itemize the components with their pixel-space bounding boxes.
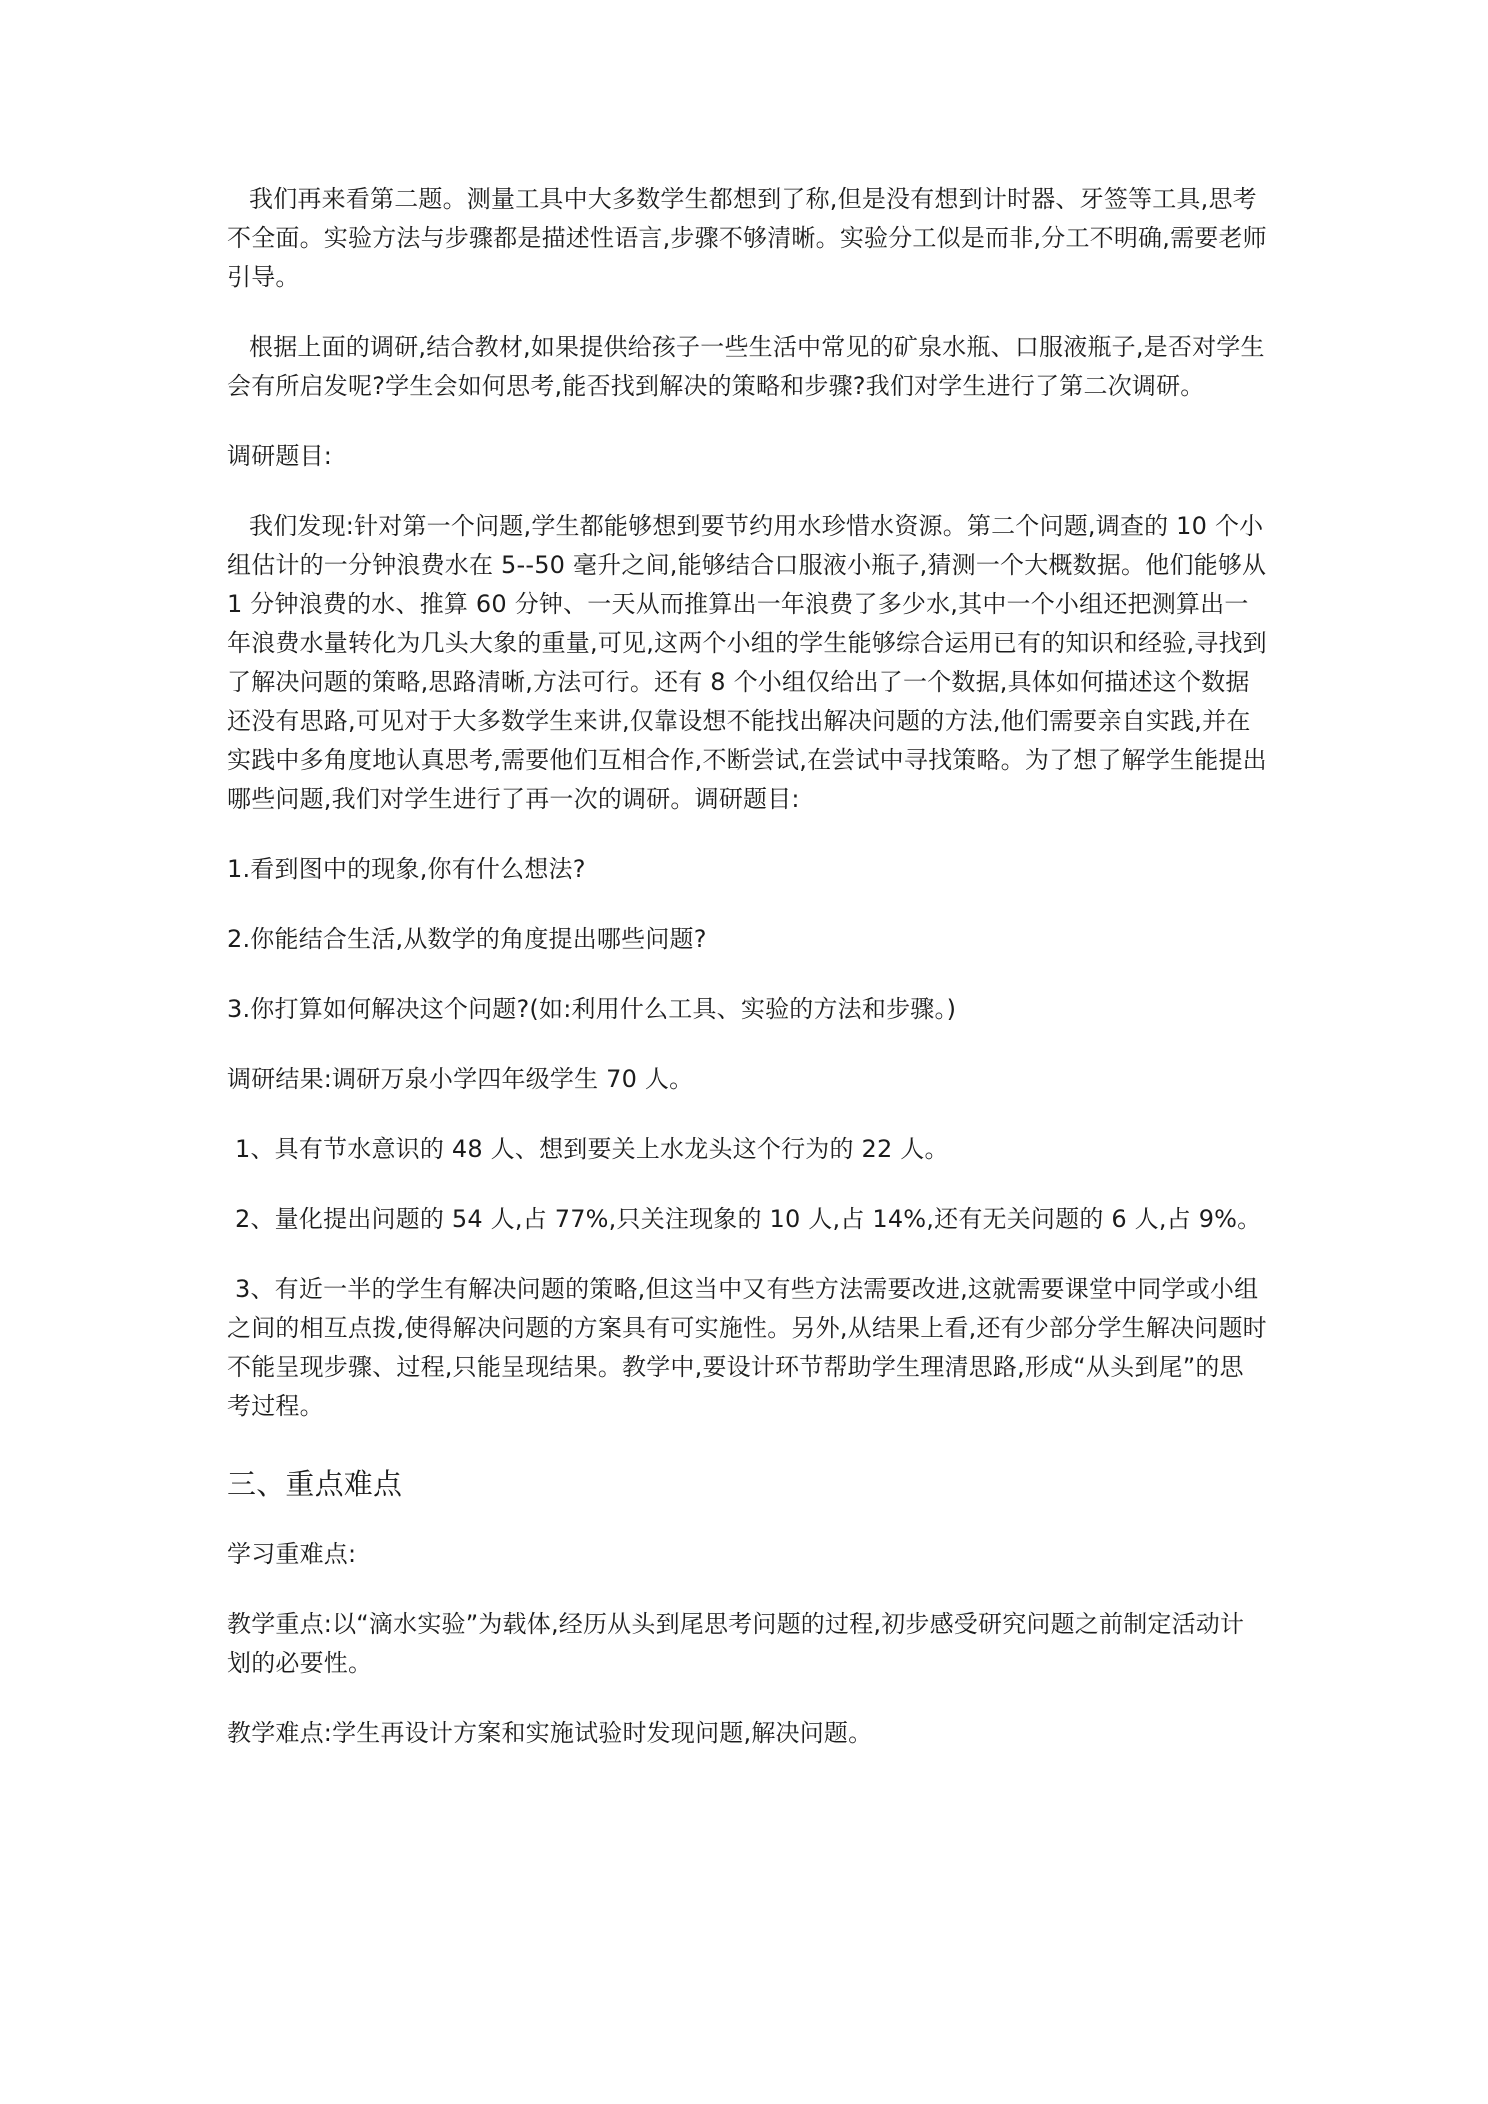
paragraph-findings: 我们发现:针对第一个问题,学生都能够想到要节约用水珍惜水资源。第二个问题,调查的 10 个小组估计的一分钟浪费水在 5--50 毫升之间,能够结合口服液小瓶子,猜测一个大概数据。他们能够从 1 分钟浪费的水、推算 60 分钟、一天从而推算出一年浪费了多少水,其中一个小组还把测算出一年浪费水量转化为几头大象的重量,可见,这两个小组的学生能够综合运用已有的知识和经验,寻找到了解决问题的策略,思路清晰,方法可行。还有 8 个小组仅给出了一个数据,具体如何描述这个数据还没有思路,可见对于大多数学生来讲,仅靠设想不能找出解决问题的方法,他们需要亲自实践,并在实践中多角度地认真思考,需要他们互相合作,不断尝试,在尝试中寻找策略。为了想了解学生能提出哪些问题,我们对学生进行了再一次的调研。调研题目: bbox=[227, 512, 1267, 813]
survey-question-3: 3.你打算如何解决这个问题?(如:利用什么工具、实验的方法和步骤。) bbox=[227, 995, 957, 1023]
teaching-difficulty: 教学难点:学生再设计方案和实施试验时发现问题,解决问题。 bbox=[227, 1719, 873, 1747]
paragraph-survey-q2: 我们再来看第二题。测量工具中大多数学生都想到了称,但是没有想到计时器、牙签等工具,思考不全面。实验方法与步骤都是描述性语言,步骤不够清晰。实验分工似是而非,分工不明确,需要老师引导。 bbox=[227, 185, 1267, 291]
document-body bbox=[227, 180, 1267, 1753]
section-heading-key-points: 三、重点难点 bbox=[227, 1467, 403, 1501]
survey-result-1: 1、具有节水意识的 48 人、想到要关上水龙头这个行为的 22 人。 bbox=[235, 1135, 949, 1163]
survey-question-2: 2.你能结合生活,从数学的角度提出哪些问题? bbox=[227, 925, 707, 953]
paragraph-survey-topic-label: 调研题目: bbox=[227, 442, 333, 470]
survey-result-3: 3、有近一半的学生有解决问题的策略,但这当中又有些方法需要改进,这就需要课堂中同学或小组之间的相互点拨,使得解决问题的方案具有可实施性。另外,从结果上看,还有少部分学生解决问题时不能呈现步骤、过程,只能呈现结果。教学中,要设计环节帮助学生理清思路,形成“从头到尾”的思考过程。 bbox=[227, 1275, 1267, 1420]
survey-question-1: 1.看到图中的现象,你有什么想法? bbox=[227, 855, 586, 883]
survey-result-2: 2、量化提出问题的 54 人,占 77%,只关注现象的 10 人,占 14%,还有无关问题的 6 人,占 9%。 bbox=[235, 1205, 1262, 1233]
teaching-focus: 教学重点:以“滴水实验”为载体,经历从头到尾思考问题的过程,初步感受研究问题之前制定活动计划的必要性。 bbox=[227, 1610, 1245, 1677]
survey-results-label: 调研结果:调研万泉小学四年级学生 70 人。 bbox=[227, 1065, 694, 1093]
learning-key-points-label: 学习重难点: bbox=[227, 1540, 357, 1568]
paragraph-second-survey-intro: 根据上面的调研,结合教材,如果提供给孩子一些生活中常见的矿泉水瓶、口服液瓶子,是否对学生会有所启发呢?学生会如何思考,能否找到解决的策略和步骤?我们对学生进行了第二次调研。 bbox=[227, 333, 1265, 400]
